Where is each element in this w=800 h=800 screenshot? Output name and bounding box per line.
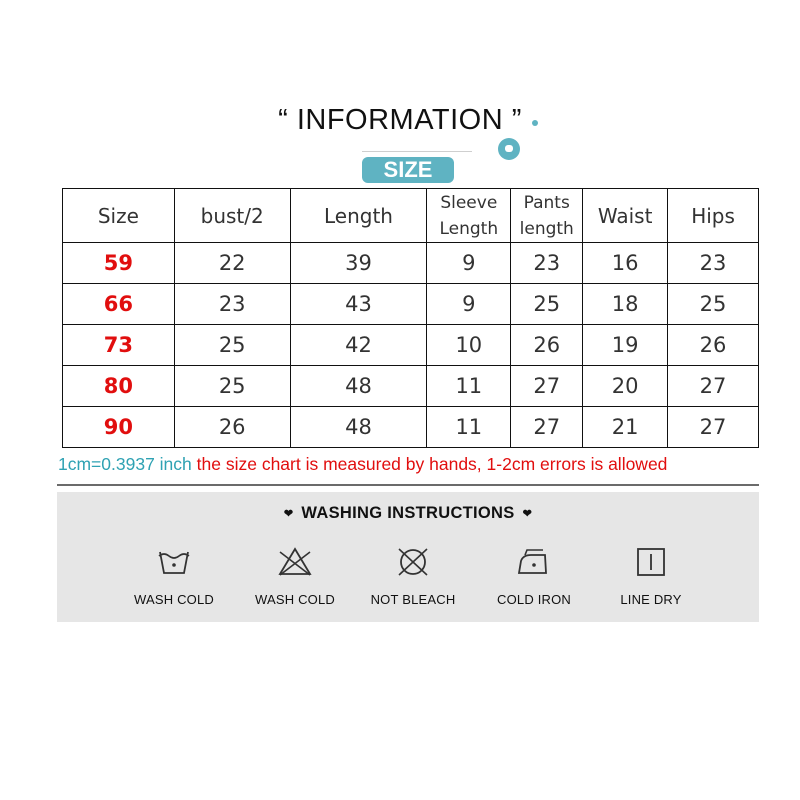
table-cell: 11 — [427, 407, 511, 448]
table-cell: 25 — [668, 284, 759, 325]
header-pants-length: Pants length — [511, 189, 583, 243]
header-waist: Waist — [583, 189, 668, 243]
wash-item-wash-cold — [114, 546, 234, 607]
measurement-disclaimer: the size chart is measured by hands, 1-2cm errors is allowed — [196, 454, 668, 474]
page-title: “ INFORMATION ” — [278, 104, 522, 136]
table-header-row — [63, 189, 759, 243]
table-row — [63, 366, 759, 407]
table-cell: 10 — [427, 325, 511, 366]
table-cell: 25 — [511, 284, 583, 325]
table-cell: 19 — [583, 325, 668, 366]
table-cell: 20 — [583, 366, 668, 407]
wash-item-line-dry — [591, 546, 711, 607]
wash-tub-icon — [157, 546, 191, 578]
wash-item-not-bleach — [353, 546, 473, 607]
table-cell: 23 — [668, 243, 759, 284]
wash-item-label: WASH COLD — [133, 592, 215, 607]
table-cell: 26 — [511, 325, 583, 366]
table-cell: 42 — [290, 325, 427, 366]
size-cell: 59 — [63, 243, 175, 284]
header-sleeve-length: Sleeve Length — [427, 189, 511, 243]
table-cell: 11 — [427, 366, 511, 407]
header-length: Length — [290, 189, 427, 243]
line-dry-icon — [635, 546, 667, 578]
table-cell: 9 — [427, 284, 511, 325]
size-cell: 90 — [63, 407, 175, 448]
table-cell: 25 — [174, 366, 290, 407]
header-size: Size — [63, 189, 175, 243]
table-cell: 23 — [174, 284, 290, 325]
heart-icon: ❤ — [522, 508, 533, 520]
header-bust: bust/2 — [174, 189, 290, 243]
section-divider — [57, 484, 759, 486]
table-cell: 27 — [668, 366, 759, 407]
table-row — [63, 407, 759, 448]
iron-icon — [515, 546, 553, 578]
measurement-note — [58, 454, 667, 475]
wash-item-label: COLD IRON — [496, 592, 572, 607]
table-cell: 48 — [290, 366, 427, 407]
table-cell: 23 — [511, 243, 583, 284]
washing-instructions-panel — [57, 492, 759, 622]
table-cell: 48 — [290, 407, 427, 448]
decor-dot — [532, 120, 538, 126]
heart-icon: ❤ — [283, 508, 294, 520]
table-cell: 26 — [668, 325, 759, 366]
wash-item-label: LINE DRY — [620, 592, 682, 607]
no-wash-icon — [276, 546, 314, 578]
wash-item-label: WASH COLD — [254, 592, 336, 607]
size-table — [62, 188, 759, 448]
table-row — [63, 284, 759, 325]
table-cell: 9 — [427, 243, 511, 284]
table-cell: 27 — [511, 407, 583, 448]
wash-item-cold-iron — [474, 546, 594, 607]
washing-title: ❤ WASHING INSTRUCTIONS ❤ — [283, 504, 533, 522]
table-cell: 21 — [583, 407, 668, 448]
size-badge: SIZE — [362, 157, 454, 183]
table-row — [63, 325, 759, 366]
wash-item-no-wash — [235, 546, 355, 607]
size-cell: 73 — [63, 325, 175, 366]
table-cell: 25 — [174, 325, 290, 366]
unit-conversion: 1cm=0.3937 inch — [58, 454, 192, 474]
table-cell: 22 — [174, 243, 290, 284]
speech-bubble-icon — [498, 138, 520, 160]
table-cell: 43 — [290, 284, 427, 325]
table-cell: 27 — [511, 366, 583, 407]
table-cell: 18 — [583, 284, 668, 325]
size-cell: 80 — [63, 366, 175, 407]
table-cell: 39 — [290, 243, 427, 284]
no-bleach-icon — [395, 546, 431, 578]
table-cell: 26 — [174, 407, 290, 448]
wash-item-label: NOT BLEACH — [370, 592, 456, 607]
header-hips: Hips — [668, 189, 759, 243]
table-cell: 27 — [668, 407, 759, 448]
table-cell: 16 — [583, 243, 668, 284]
table-row — [63, 243, 759, 284]
size-cell: 66 — [63, 284, 175, 325]
title-underline — [362, 151, 472, 152]
